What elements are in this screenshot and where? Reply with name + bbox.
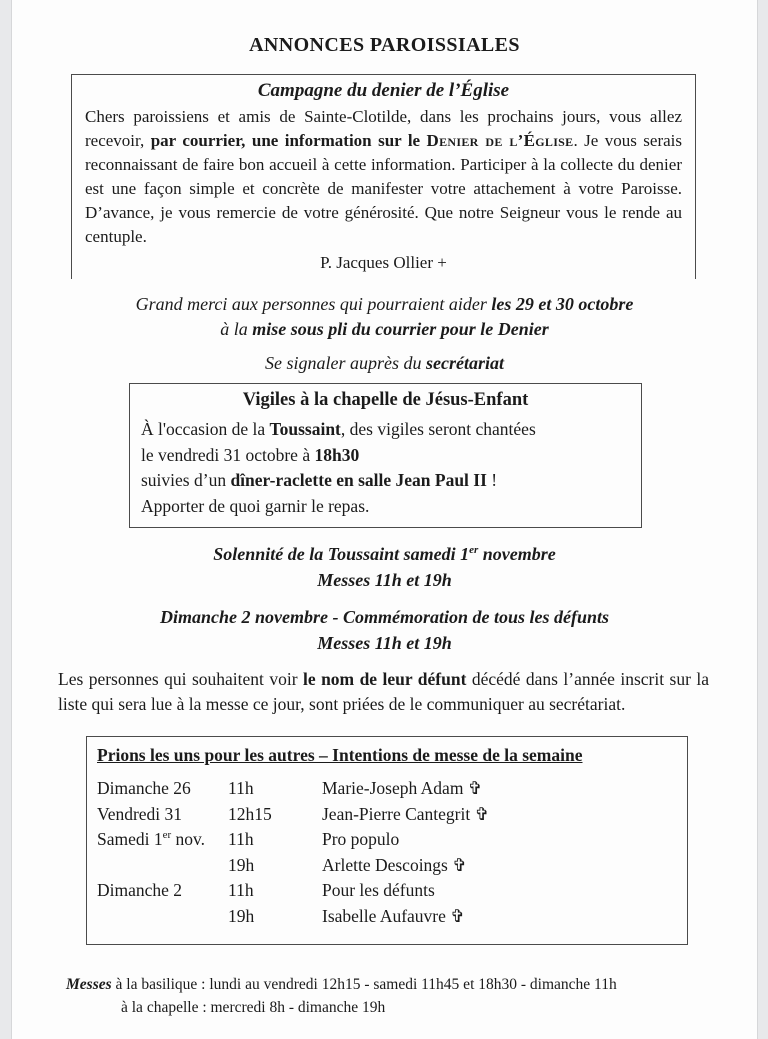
intention-time: 12h15 — [228, 803, 272, 824]
table-row — [97, 802, 675, 828]
table-row — [97, 904, 675, 930]
vigiles-line: À l'occasion de la Toussaint, des vigiles seront chantées — [141, 419, 536, 439]
intention-time: 11h — [228, 778, 254, 798]
table-row — [97, 776, 675, 802]
intention-day — [97, 904, 228, 930]
denier-campaign-box — [71, 74, 696, 279]
mass-intentions-table — [97, 776, 675, 929]
toussaint-masses: Messes 11h et 19h — [317, 570, 452, 590]
defunt-note: Les personnes qui souhaitent voir le nom de leur défunt décédé dans l’année inscrit sur la liste qui sera lue à la messe ce jour, sont priées de le communiquer au secrétariat. — [58, 669, 709, 714]
grand-merci-note: Grand merci aux personnes qui pourraient aider les 29 et 30 octobre à la mise sous pli du courrier pour le Denier — [135, 294, 634, 339]
intention-time: 11h — [228, 829, 254, 849]
mass-schedule-footer — [12, 973, 757, 1019]
mass-intentions-title: Prions les uns pour les autres – Intentions de messe de la semaine — [97, 745, 583, 765]
intention-day: Vendredi 31 — [97, 803, 183, 824]
schedule-basilique: Messes à la basilique : lundi au vendredi 12h15 - samedi 11h45 et 18h30 - dimanche 11h — [66, 976, 617, 993]
intention-name: Pour les défunts — [322, 880, 435, 900]
intention-day: Dimanche 2 — [97, 880, 183, 900]
vigiles-line: le vendredi 31 octobre à 18h30 — [141, 444, 360, 465]
intention-name: Jean-Pierre Cantegrit ✞ — [322, 803, 490, 824]
intention-time: 19h — [228, 854, 255, 875]
vigiles-line: Apporter de quoi garnir le repas. — [141, 495, 370, 516]
page-title: ANNONCES PAROISSIALES — [249, 34, 520, 56]
schedule-chapelle: à la chapelle : mercredi 8h - dimanche 19h — [121, 999, 386, 1016]
vigiles-box — [129, 383, 642, 528]
table-row — [97, 853, 675, 879]
intention-time: 11h — [228, 880, 254, 900]
defunts-masses: Messes 11h et 19h — [317, 633, 452, 653]
mass-intentions-box — [86, 736, 688, 945]
vigiles-line: suivies d’un dîner-raclette en salle Jean Paul II ! — [141, 470, 498, 490]
denier-box-body: Chers paroissiens et amis de Sainte-Clotilde, dans les prochains jours, vous allez recevoir, par courrier, une information sur le Denier de l’Église. Je vous serais reconnaissant de faire bon accueil à cette information. Participer à la collecte du denier est une façon simple et concrète de manifester votre attachement à votre Paroisse. D’avance, je vous remercie de votre générosité. Que notre Seigneur vous le rende au centuple. — [85, 107, 682, 246]
table-row — [97, 878, 675, 904]
intention-time: 19h — [228, 905, 255, 926]
defunts-heading: Dimanche 2 novembre - Commémoration de tous les défunts — [159, 607, 609, 627]
toussaint-heading: Solennité de la Toussaint samedi 1er novembre — [213, 544, 556, 564]
signaler-note: Se signaler auprès du secrétariat — [265, 353, 504, 373]
vigiles-box-title: Vigiles à la chapelle de Jésus-Enfant — [242, 390, 529, 410]
intention-name: Arlette Descoings ✞ — [322, 854, 467, 875]
intention-name: Isabelle Aufauvre ✞ — [322, 905, 465, 926]
intention-name: Marie-Joseph Adam ✞ — [322, 778, 483, 798]
document-page — [11, 0, 758, 1039]
denier-box-title: Campagne du denier de l’Église — [257, 80, 510, 101]
intention-name: Pro populo — [322, 829, 400, 849]
table-row — [97, 827, 675, 853]
intention-day: Samedi 1er nov. — [97, 829, 206, 849]
denier-signature: P. Jacques Ollier + — [320, 253, 447, 272]
intention-day: Dimanche 26 — [97, 778, 191, 798]
intention-day — [97, 853, 228, 879]
